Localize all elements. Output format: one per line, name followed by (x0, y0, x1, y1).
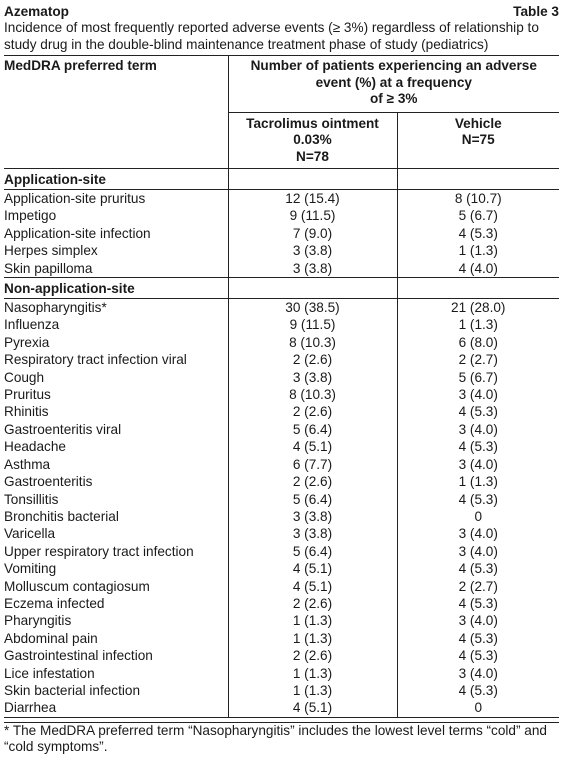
table-row (4, 578, 559, 595)
row-vehicle-value: 3 (4.0) (397, 665, 559, 682)
row-vehicle-value: 3 (4.0) (397, 543, 559, 560)
section-spacer (228, 169, 397, 190)
row-vehicle-value: 4 (5.3) (397, 630, 559, 647)
table-row (4, 386, 559, 403)
table-row (4, 190, 559, 208)
table-row (4, 369, 559, 386)
section-spacer (228, 278, 397, 299)
row-vehicle-value: 4 (5.3) (397, 225, 559, 242)
row-drug-value: 5 (6.4) (228, 491, 397, 508)
row-vehicle-value: 6 (8.0) (397, 334, 559, 351)
footnote: * The MedDRA preferred term “Nasopharyngitis” includes the lowest level terms “cold” and “cold symptoms”. (4, 722, 559, 756)
row-drug-value: 30 (38.5) (228, 299, 397, 317)
column-header-span: Number of patients experiencing an adverse event (%) at a frequency of ≥ 3% (228, 56, 559, 113)
row-vehicle-value: 2 (2.7) (397, 578, 559, 595)
row-drug-value: 4 (5.1) (228, 578, 397, 595)
row-vehicle-value: 1 (1.3) (397, 316, 559, 333)
row-vehicle-value: 4 (5.3) (397, 595, 559, 612)
row-term: Application-site pruritus (4, 191, 146, 206)
row-drug-value: 5 (6.4) (228, 543, 397, 560)
row-term: Tonsillitis (4, 491, 59, 507)
table-row (4, 242, 559, 259)
table-row (4, 630, 559, 647)
row-drug-value: 2 (2.6) (228, 403, 397, 420)
section-title: Application-site (4, 172, 106, 187)
document (4, 3, 559, 756)
table-row (4, 316, 559, 333)
row-term: Herpes simplex (4, 243, 98, 259)
section-spacer (397, 169, 559, 190)
row-vehicle-value: 4 (5.3) (397, 682, 559, 699)
row-term: Pharyngitis (4, 613, 72, 629)
row-term: Headache (4, 439, 66, 455)
column-header-drug: Tacrolimus ointment 0.03% N=78 (228, 112, 397, 169)
table-row (4, 508, 559, 525)
table-row (4, 525, 559, 542)
row-vehicle-value: 21 (28.0) (397, 299, 559, 317)
row-drug-value: 2 (2.6) (228, 647, 397, 664)
row-term: Asthma (4, 456, 51, 472)
row-drug-value: 8 (10.3) (228, 386, 397, 403)
row-term: Gastrointestinal infection (4, 648, 153, 664)
row-term: Vomiting (4, 561, 57, 577)
row-term: Skin bacterial infection (4, 682, 141, 698)
row-vehicle-value: 8 (10.7) (397, 190, 559, 208)
row-term: Lice infestation (4, 665, 95, 681)
table-row (4, 612, 559, 629)
table-row (4, 560, 559, 577)
row-vehicle-value: 0 (397, 699, 559, 717)
row-drug-value: 3 (3.8) (228, 242, 397, 259)
section-spacer (397, 278, 559, 299)
row-vehicle-value: 1 (1.3) (397, 473, 559, 490)
row-term: Respiratory tract infection viral (4, 352, 187, 368)
row-drug-value: 5 (6.4) (228, 421, 397, 438)
table-caption: Incidence of most frequently reported adverse events (≥ 3%) regardless of relationship to study drug in the double-blind maintenance treatment phase of study (pediatrics) (4, 20, 539, 52)
row-vehicle-value: 0 (397, 508, 559, 525)
table-row (4, 225, 559, 242)
title-row (4, 3, 559, 20)
row-vehicle-value: 4 (5.3) (397, 438, 559, 455)
row-drug-value: 9 (11.5) (228, 207, 397, 224)
row-drug-value: 1 (1.3) (228, 612, 397, 629)
row-term: Application-site infection (4, 225, 151, 241)
row-drug-value: 12 (15.4) (228, 190, 397, 208)
row-term: Varicella (4, 526, 56, 542)
row-drug-value: 2 (2.6) (228, 473, 397, 490)
row-vehicle-value: 4 (4.0) (397, 260, 559, 278)
row-drug-value: 1 (1.3) (228, 665, 397, 682)
table-row (4, 595, 559, 612)
row-term: Molluscum contagiosum (4, 578, 150, 594)
row-term: Abdominal pain (4, 630, 98, 646)
row-term: Bronchitis bacterial (4, 508, 119, 524)
section-header (4, 169, 559, 190)
table-row (4, 699, 559, 717)
row-drug-value: 4 (5.1) (228, 699, 397, 717)
row-term: Nasopharyngitis* (4, 300, 107, 316)
table-row (4, 491, 559, 508)
row-drug-value: 4 (5.1) (228, 560, 397, 577)
row-vehicle-value: 3 (4.0) (397, 456, 559, 473)
row-term: Cough (4, 369, 45, 385)
row-drug-value: 7 (9.0) (228, 225, 397, 242)
table-row (4, 438, 559, 455)
row-term: Pruritus (4, 387, 51, 403)
row-vehicle-value: 2 (2.7) (397, 351, 559, 368)
brand-title: Azematop (4, 4, 69, 19)
row-term: Gastroenteritis (4, 474, 93, 490)
row-drug-value: 6 (7.7) (228, 456, 397, 473)
row-vehicle-value: 4 (5.3) (397, 560, 559, 577)
row-term: Gastroenteritis viral (4, 421, 122, 437)
column-header-term: MedDRA preferred term (4, 56, 228, 169)
adverse-events-table (4, 55, 559, 718)
table-row (4, 473, 559, 490)
table-row (4, 299, 559, 317)
section-title: Non-application-site (4, 281, 135, 297)
table-label: Table 3 (513, 4, 559, 19)
row-term: Eczema infected (4, 595, 105, 611)
table-row (4, 207, 559, 224)
row-drug-value: 3 (3.8) (228, 260, 397, 278)
table-row (4, 421, 559, 438)
table-row (4, 543, 559, 560)
row-drug-value: 2 (2.6) (228, 351, 397, 368)
row-vehicle-value: 3 (4.0) (397, 612, 559, 629)
row-vehicle-value: 4 (5.3) (397, 491, 559, 508)
row-drug-value: 1 (1.3) (228, 682, 397, 699)
row-drug-value: 9 (11.5) (228, 316, 397, 333)
table-row (4, 665, 559, 682)
row-term: Skin papilloma (4, 260, 93, 276)
row-term: Upper respiratory tract infection (4, 543, 194, 559)
table-row (4, 351, 559, 368)
section-header (4, 278, 559, 299)
row-drug-value: 1 (1.3) (228, 630, 397, 647)
row-vehicle-value: 4 (5.3) (397, 647, 559, 664)
row-vehicle-value: 1 (1.3) (397, 242, 559, 259)
row-vehicle-value: 5 (6.7) (397, 207, 559, 224)
column-header-vehicle: Vehicle N=75 (397, 112, 559, 169)
row-drug-value: 3 (3.8) (228, 508, 397, 525)
table-row (4, 456, 559, 473)
row-drug-value: 3 (3.8) (228, 525, 397, 542)
row-drug-value: 4 (5.1) (228, 438, 397, 455)
table-row (4, 647, 559, 664)
table-row (4, 260, 559, 278)
row-term: Rhinitis (4, 404, 49, 420)
row-term: Influenza (4, 317, 60, 333)
row-vehicle-value: 3 (4.0) (397, 421, 559, 438)
row-drug-value: 2 (2.6) (228, 595, 397, 612)
table-row (4, 682, 559, 699)
row-vehicle-value: 3 (4.0) (397, 386, 559, 403)
row-vehicle-value: 3 (4.0) (397, 525, 559, 542)
row-term: Impetigo (4, 208, 57, 224)
row-term: Diarrhea (4, 700, 57, 716)
table-row (4, 403, 559, 420)
row-drug-value: 3 (3.8) (228, 369, 397, 386)
row-vehicle-value: 5 (6.7) (397, 369, 559, 386)
row-term: Pyrexia (4, 334, 50, 350)
table-row (4, 334, 559, 351)
row-drug-value: 8 (10.3) (228, 334, 397, 351)
row-vehicle-value: 4 (5.3) (397, 403, 559, 420)
